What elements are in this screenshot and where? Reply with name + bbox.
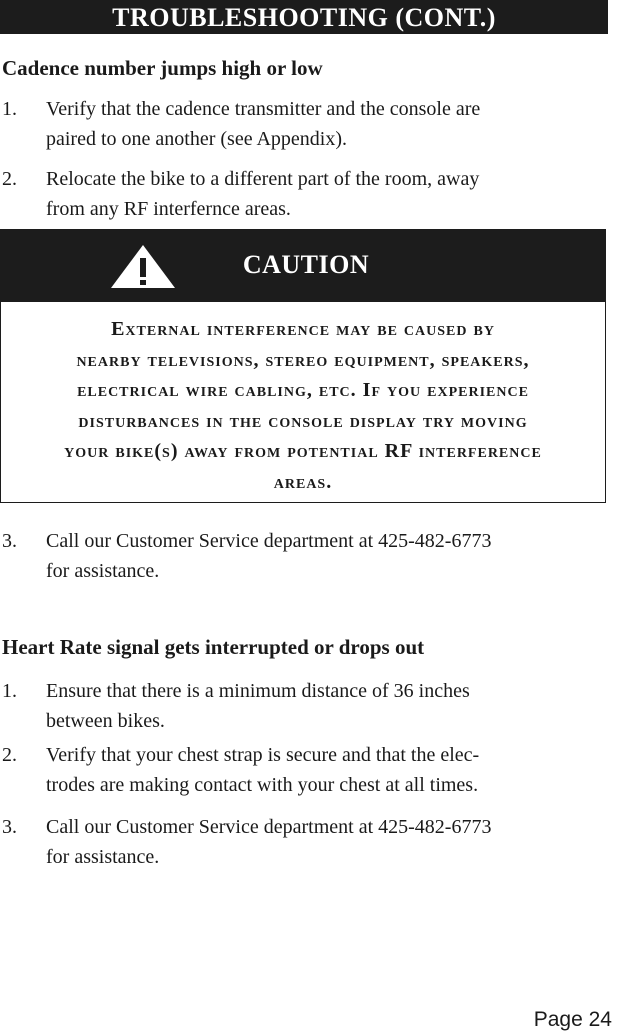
list-item-line: from any RF interfernce areas. (46, 198, 291, 220)
list-item-line: trodes are making contact with your chest at all times. (46, 774, 479, 796)
list-item (0, 812, 600, 872)
caution-header (1, 230, 605, 302)
list-item (0, 94, 600, 154)
list-item-line: for assistance. (46, 846, 160, 868)
page-number: Page 24 (533, 1008, 612, 1031)
list-item-line: Call our Customer Service department at 425-482-6773 (46, 816, 492, 838)
section-heading-heart-rate: Heart Rate signal gets interrupted or drops out (2, 635, 425, 659)
caution-line: External interference may be caused by (111, 318, 495, 340)
list-item-line: Relocate the bike to a different part of the room, away (46, 168, 480, 190)
caution-line: your bike(s) away from potential RF interference (64, 440, 542, 462)
list-item-number: 1. (2, 680, 17, 702)
list-item-number: 1. (2, 98, 17, 120)
page-title: TROUBLESHOOTING (CONT.) (0, 0, 608, 34)
list-item-number: 3. (2, 816, 17, 838)
section-heading-cadence: Cadence number jumps high or low (2, 56, 323, 80)
list-item (0, 526, 600, 586)
caution-line: nearby televisions, stereo equipment, speakers, (76, 348, 530, 371)
list-item (0, 740, 600, 800)
list-item-line: between bikes. (46, 710, 165, 732)
list-item-number: 3. (2, 530, 17, 552)
list-item-line: for assistance. (46, 560, 160, 582)
list-item-number: 2. (2, 744, 17, 766)
caution-box (0, 229, 606, 503)
caution-line: areas. (273, 470, 333, 493)
caution-line: disturbances in the console display try moving (78, 409, 528, 432)
list-item-line: Call our Customer Service department at 425-482-6773 (46, 530, 492, 552)
caution-line: electrical wire cabling, etc. If you experience (77, 379, 529, 401)
caution-title: CAUTION (242, 250, 370, 279)
list-item-line: paired to one another (see Appendix). (46, 128, 348, 150)
list-item (0, 164, 600, 224)
list-item-line: Verify that the cadence transmitter and the console are (46, 98, 481, 120)
list-item-line: Verify that your chest strap is secure and that the elec- (46, 744, 480, 766)
list-item-number: 2. (2, 168, 17, 190)
list-item-line: Ensure that there is a minimum distance of 36 inches (46, 680, 470, 702)
caution-text (1, 314, 605, 497)
list-item (0, 676, 600, 736)
